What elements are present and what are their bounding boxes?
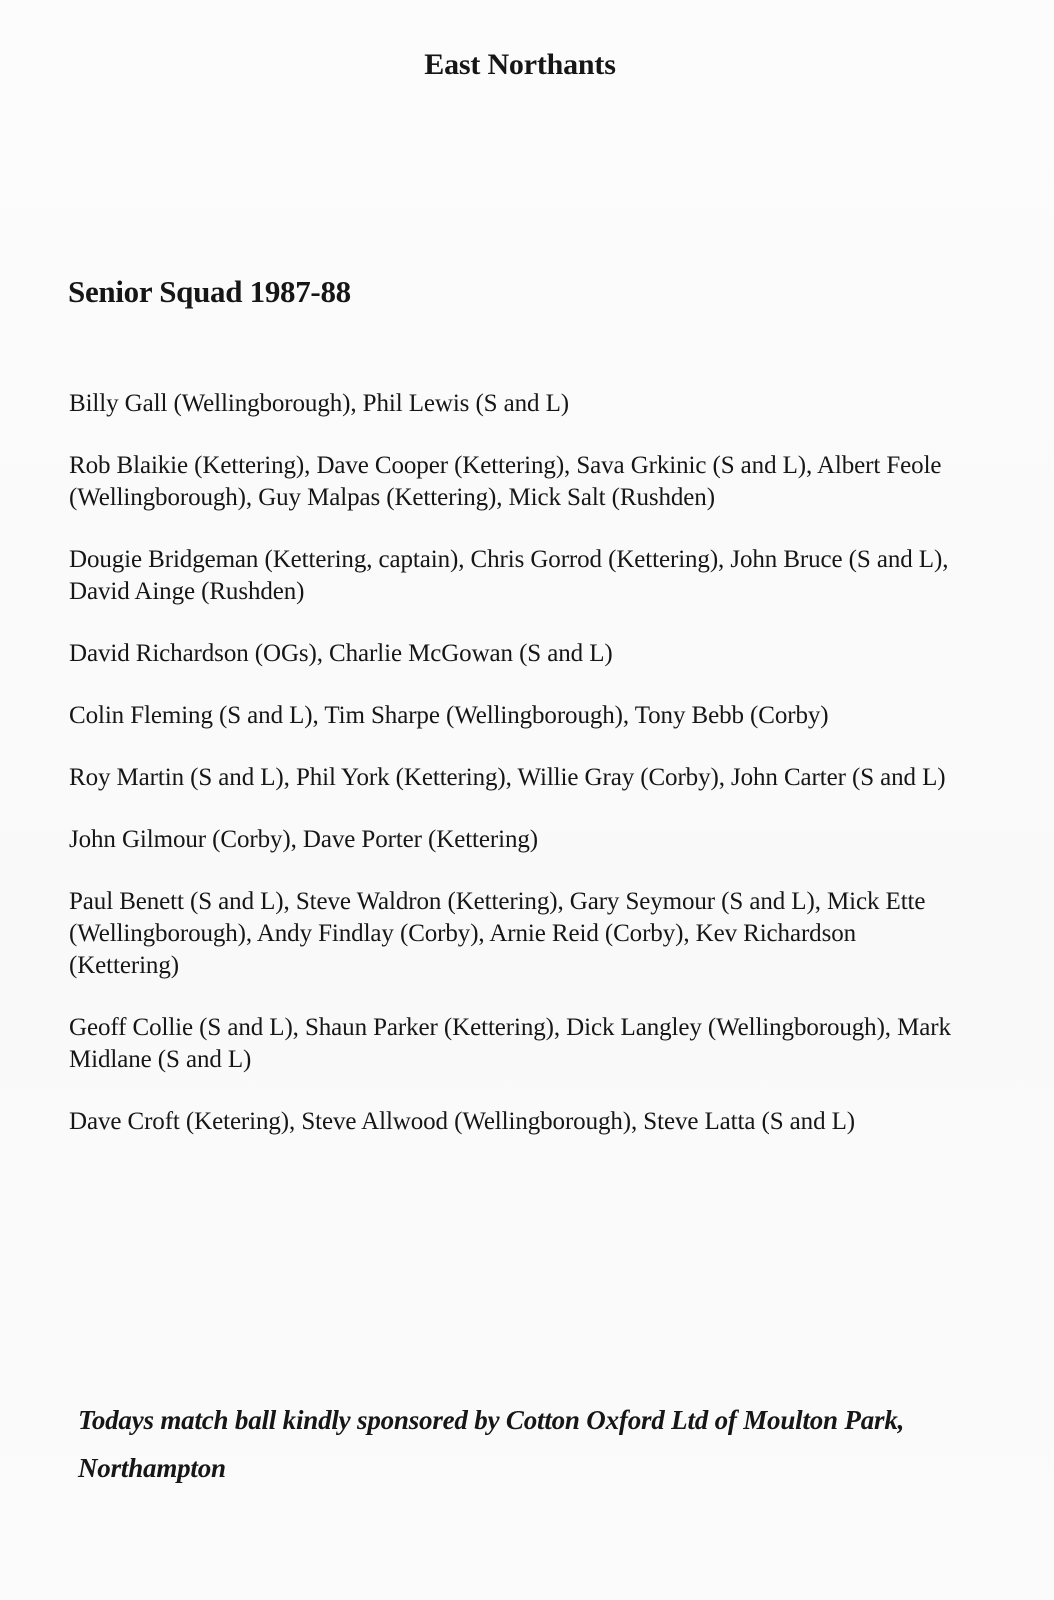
roster-line: Rob Blaikie (Kettering), Dave Cooper (Kettering), Sava Grkinic (S and L), Albert Feole (Wellingborough), Guy Malpas (Kettering), Mick Salt (Rushden) — [69, 452, 942, 511]
roster-line: John Gilmour (Corby), Dave Porter (Kettering) — [69, 826, 538, 853]
roster-line: Paul Benett (S and L), Steve Waldron (Kettering), Gary Seymour (S and L), Mick Ette (Wellingborough), Andy Findlay (Corby), Arnie Reid (Corby), Kev Richardson (Kettering) — [69, 888, 926, 979]
roster-line: Geoff Collie (S and L), Shaun Parker (Kettering), Dick Langley (Wellingborough), Mark Midlane (S and L) — [69, 1014, 951, 1073]
club-title: East Northants — [424, 48, 616, 81]
roster-line: David Richardson (OGs), Charlie McGowan (S and L) — [69, 640, 613, 667]
squad-heading: Senior Squad 1987-88 — [68, 274, 351, 309]
roster-line: Billy Gall (Wellingborough), Phil Lewis (S and L) — [69, 390, 569, 417]
roster-line: Dave Croft (Ketering), Steve Allwood (Wellingborough), Steve Latta (S and L) — [69, 1108, 856, 1135]
squad-roster — [69, 388, 969, 1168]
sponsor-note: Todays match ball kindly sponsored by Cotton Oxford Ltd of Moulton Park, Northampton — [78, 1405, 905, 1483]
roster-line: Roy Martin (S and L), Phil York (Kettering), Willie Gray (Corby), John Carter (S and L) — [69, 764, 946, 791]
roster-line: Dougie Bridgeman (Kettering, captain), Chris Gorrod (Kettering), John Bruce (S and L), David Ainge (Rushden) — [69, 546, 949, 605]
roster-line: Colin Fleming (S and L), Tim Sharpe (Wellingborough), Tony Bebb (Corby) — [69, 702, 829, 729]
